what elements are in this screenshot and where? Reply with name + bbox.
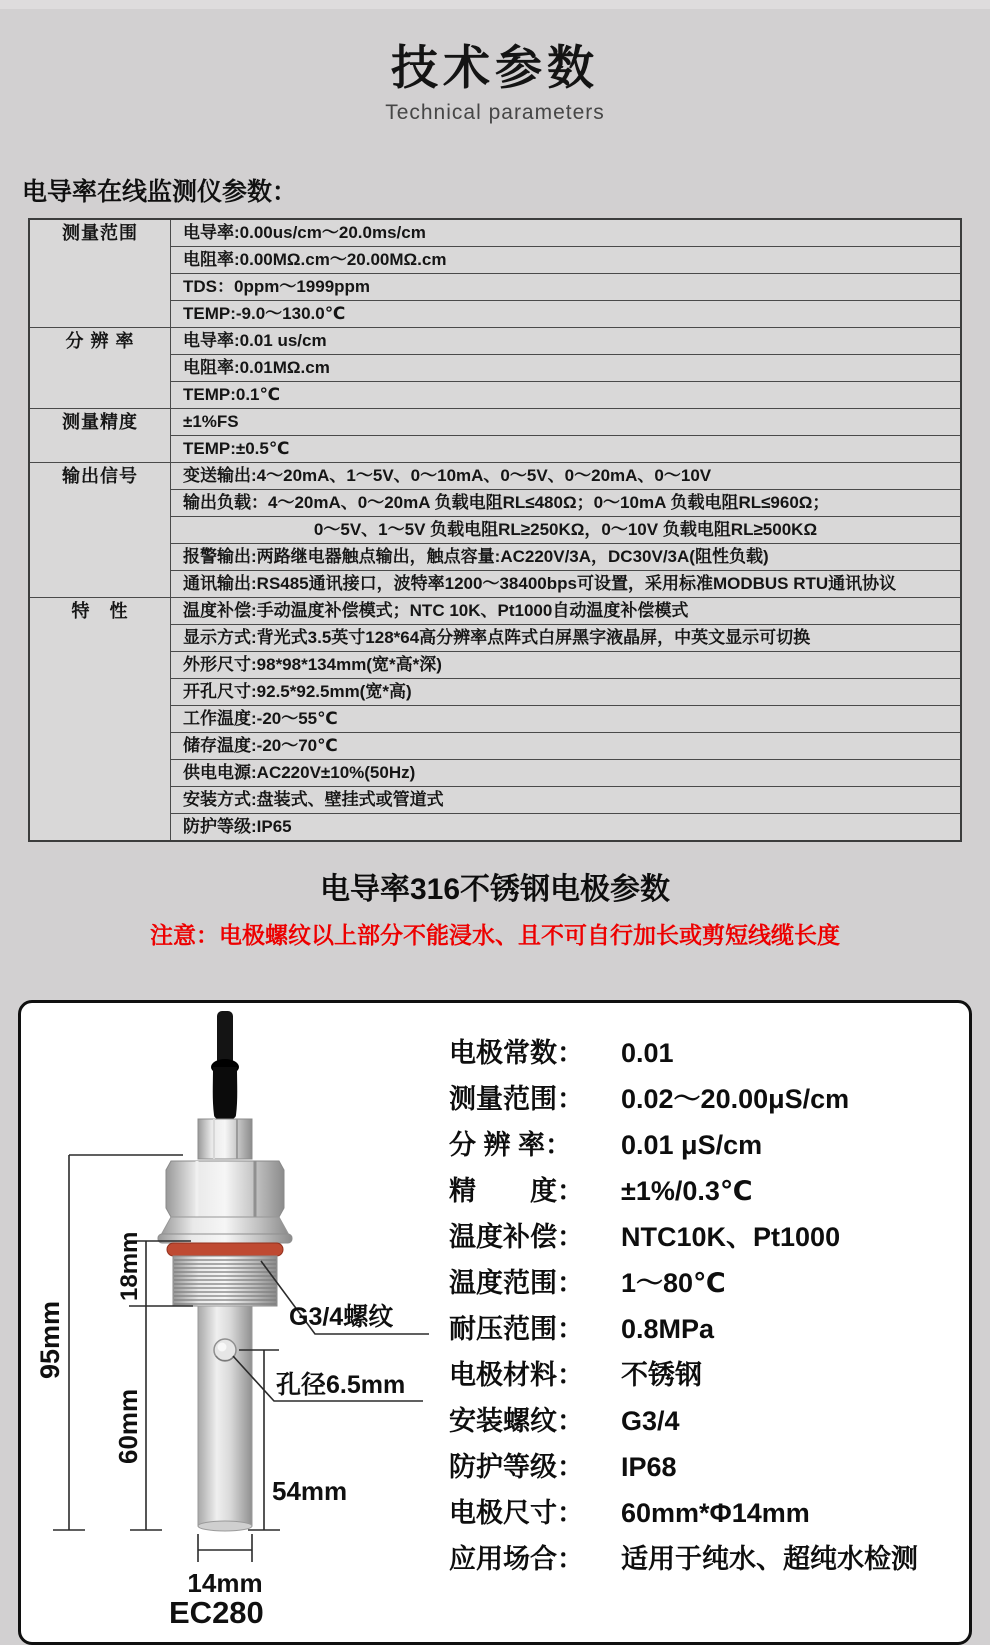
- spec-value: 0.01: [621, 1038, 674, 1068]
- table-value-cell: 显示方式:背光式3.5英寸128*64高分辨率点阵式白屏黑字液晶屏，中英文显示可切换: [171, 625, 962, 652]
- dim-tip-label: 54mm: [272, 1476, 348, 1506]
- table-value-cell: 报警输出:两路继电器触点输出，触点容量:AC220V/3A，DC30V/3A(阻性负载): [171, 544, 962, 571]
- spec-label: 分 辨 率：: [449, 1130, 573, 1160]
- page-subtitle: Technical parameters: [385, 101, 605, 124]
- table-value-cell: 供电电源:AC220V±10%(50Hz): [171, 760, 962, 787]
- table-group-label: 测量范围: [29, 219, 171, 328]
- table-group-label: 输出信号: [29, 463, 171, 598]
- table-value-cell: 电导率:0.00us/cm～20.0ms/cm: [171, 219, 962, 247]
- spec-label: 电极常数：: [449, 1038, 584, 1068]
- table-value-cell: 输出负载：4～20mA、0～20mA 负载电阻RL≤480Ω；0～10mA 负载电阻RL≤960Ω；: [171, 490, 962, 517]
- spec-label: 电极材料：: [449, 1360, 584, 1390]
- table-value-cell: 开孔尺寸:92.5*92.5mm(宽*高): [171, 679, 962, 706]
- spec-row: [449, 1499, 989, 1528]
- cable-graphic: [211, 1011, 239, 1120]
- table-value-cell: 安装方式:盘装式、壁挂式或管道式: [171, 787, 962, 814]
- table-value-cell: TEMP:-9.0～130.0℃: [171, 301, 962, 328]
- electrode-body-graphic: [158, 1119, 292, 1531]
- spec-value: 1～80℃: [621, 1268, 726, 1298]
- electrode-image: [31, 1003, 441, 1643]
- table-value-cell: TEMP:±0.5℃: [171, 436, 962, 463]
- spec-row: [449, 1361, 989, 1390]
- spec-value: NTC10K、Pt1000: [621, 1222, 841, 1252]
- table-value-cell: 储存温度:-20～70℃: [171, 733, 962, 760]
- meter-spec-table: [28, 218, 962, 842]
- thread-type-label: G3/4螺纹: [289, 1303, 394, 1331]
- meter-section-heading: 电导率在线监测仪参数：: [22, 178, 298, 206]
- spec-row: [449, 1085, 989, 1114]
- spec-label: 安装螺纹：: [449, 1406, 584, 1436]
- table-value-cell: TEMP:0.1℃: [171, 382, 962, 409]
- dim-shaft-label: 60mm: [113, 1388, 143, 1464]
- spec-row: [449, 1269, 989, 1298]
- table-value-cell: 通讯输出:RS485通讯接口，波特率1200～38400bps可设置，采用标准MODBUS RTU通讯协议: [171, 571, 962, 598]
- spec-row: [449, 1177, 989, 1206]
- table-value-cell: ±1%FS: [171, 409, 962, 436]
- table-value-cell: 工作温度:-20～55℃: [171, 706, 962, 733]
- table-value-cell: 电导率:0.01 us/cm: [171, 328, 962, 355]
- table-value-cell: TDS：0ppm～1999ppm: [171, 274, 962, 301]
- table-group-label: 测量精度: [29, 409, 171, 463]
- o-ring-graphic: [167, 1243, 283, 1256]
- spec-value: 0.01 μS/cm: [621, 1130, 763, 1160]
- hole-size-label: 孔径6.5mm: [276, 1371, 406, 1399]
- table-value-cell: 防护等级:IP65: [171, 814, 962, 842]
- spec-label: 温度范围：: [449, 1268, 584, 1298]
- spec-label: 测量范围：: [449, 1084, 584, 1114]
- dim-width-label: 14mm: [187, 1568, 263, 1598]
- table-value-cell: 电阻率:0.00MΩ.cm～20.00MΩ.cm: [171, 247, 962, 274]
- table-value-cell: 温度补偿:手动温度补偿模式；NTC 10K、Pt1000自动温度补偿模式: [171, 598, 962, 625]
- spec-value: G3/4: [621, 1406, 680, 1436]
- spec-value: IP68: [621, 1452, 677, 1482]
- spec-row: [449, 1039, 989, 1068]
- spec-label: 耐压范围：: [449, 1314, 584, 1344]
- table-value-cell: 变送输出:4～20mA、1～5V、0～10mA、0～5V、0～20mA、0～10V: [171, 463, 962, 490]
- model-label: EC280: [169, 1595, 264, 1630]
- spec-value: 0.02～20.00μS/cm: [621, 1084, 850, 1114]
- top-strip: [0, 0, 990, 9]
- spec-value: 60mm*Φ14mm: [621, 1498, 810, 1528]
- spec-row: [449, 1131, 989, 1160]
- spec-row: [449, 1315, 989, 1344]
- warning-note: 注意：电极螺纹以上部分不能浸水、且不可自行加长或剪短线缆长度: [150, 922, 840, 948]
- table-value-cell: 电阻率:0.01MΩ.cm: [171, 355, 962, 382]
- spec-label: 精 度：: [449, 1176, 584, 1206]
- spec-row: [449, 1223, 989, 1252]
- spec-label: 应用场合：: [449, 1544, 584, 1574]
- spec-value: ±1%/0.3℃: [621, 1176, 753, 1206]
- spec-value: 适用于纯水、超纯水检测: [621, 1544, 918, 1574]
- electrode-spec-list: [449, 1039, 989, 1591]
- table-value-cell: 外形尺寸:98*98*134mm(宽*高*深): [171, 652, 962, 679]
- spec-value: 0.8MPa: [621, 1314, 715, 1344]
- table-group-label: 特 性: [29, 598, 171, 842]
- table-group-label: 分 辨 率: [29, 328, 171, 409]
- dim-overall-label: 95mm: [35, 1300, 65, 1379]
- page-title: 技术参数: [391, 41, 599, 94]
- spec-row: [449, 1453, 989, 1482]
- table-value-cell: 0～5V、1～5V 负载电阻RL≥250KΩ，0～10V 负载电阻RL≥500KΩ: [171, 517, 962, 544]
- electrode-product-card: [18, 1000, 972, 1645]
- spec-value: 不锈钢: [621, 1360, 702, 1390]
- spec-label: 温度补偿：: [449, 1222, 584, 1252]
- spec-row: [449, 1545, 989, 1574]
- spec-label: 电极尺寸：: [449, 1498, 584, 1528]
- dim-thread-label: 18mm: [116, 1231, 143, 1301]
- spec-row: [449, 1407, 989, 1436]
- spec-label: 防护等级：: [449, 1452, 584, 1482]
- electrode-section-heading: 电导率316不锈钢电极参数: [319, 873, 671, 906]
